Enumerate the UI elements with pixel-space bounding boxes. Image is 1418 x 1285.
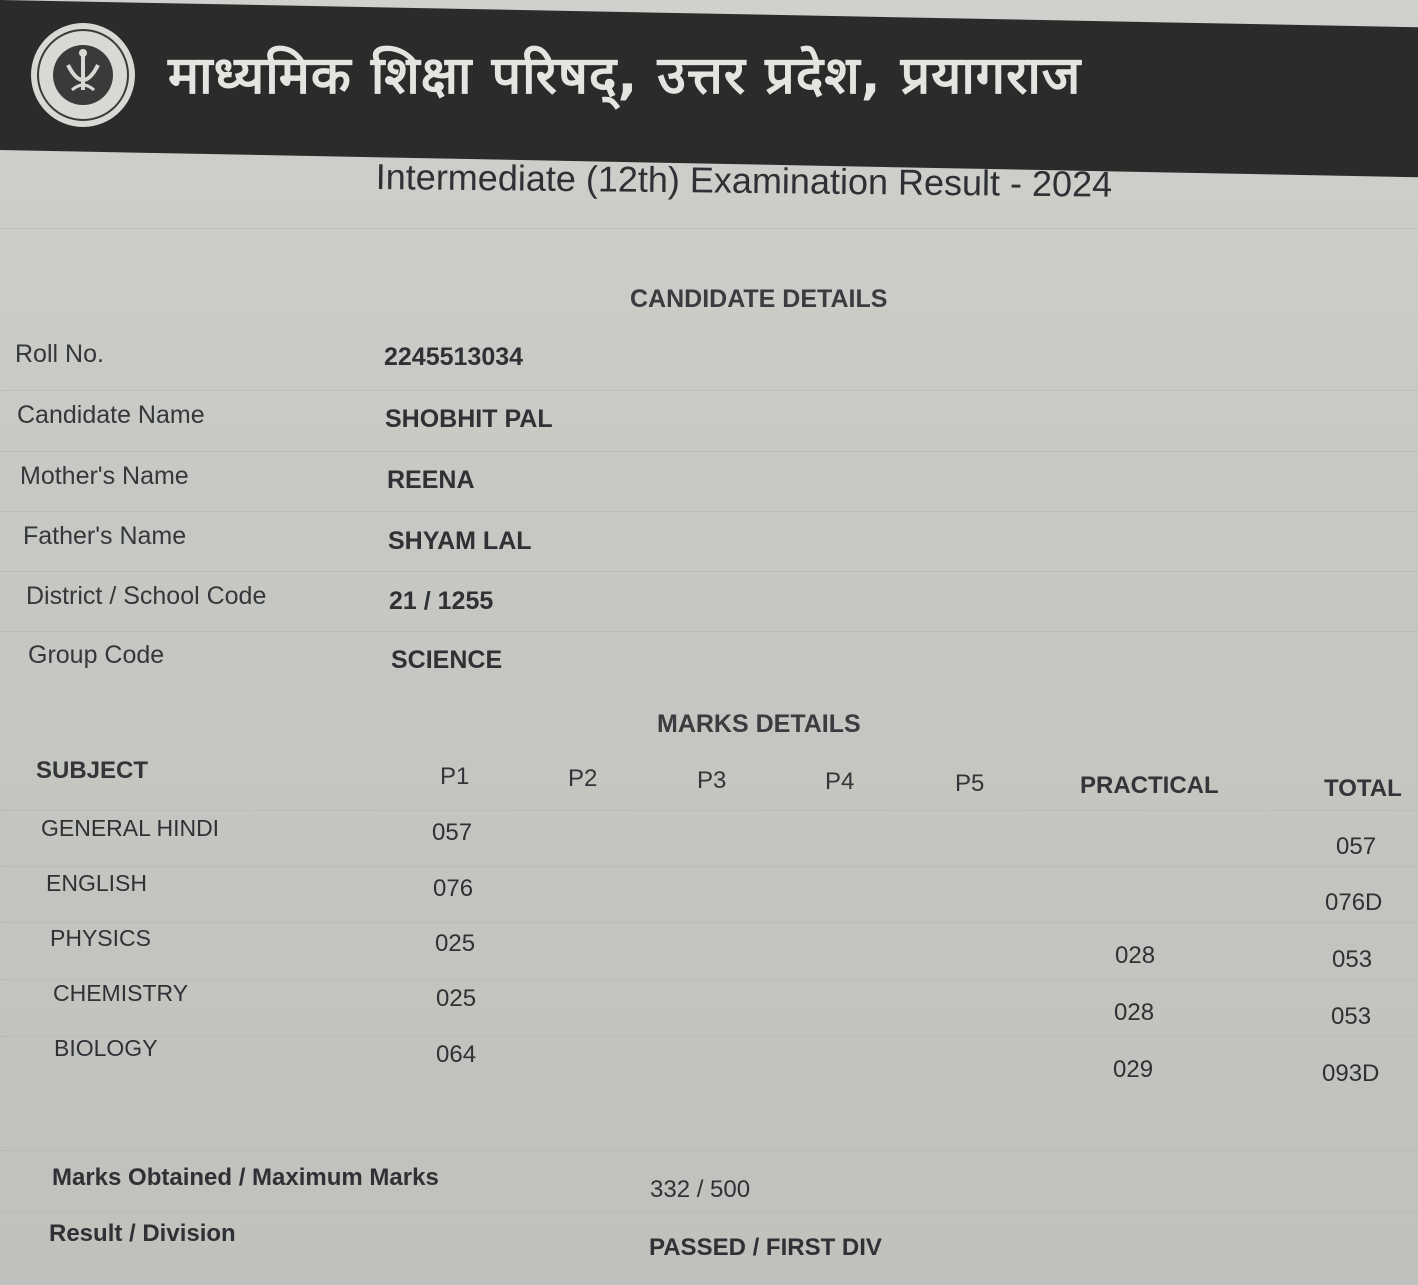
up-state-emblem-icon (28, 20, 138, 130)
group-code-label: Group Code (28, 641, 165, 669)
column-header-p2: P2 (568, 765, 598, 792)
district-school-code-value: 21 / 1255 (389, 587, 494, 615)
divider (0, 631, 1418, 632)
board-name: माध्यमिक शिक्षा परिषद्, उत्तर प्रदेश, प्रयागराज (168, 46, 1082, 106)
candidate-details-title: CANDIDATE DETAILS (630, 285, 888, 313)
candidate-name-value: SHOBHIT PAL (385, 405, 553, 433)
column-header-p1: P1 (440, 763, 470, 790)
subject-cell: PHYSICS (50, 925, 151, 951)
subject-cell: BIOLOGY (54, 1035, 158, 1061)
column-header-subject: SUBJECT (36, 757, 149, 784)
subject-cell: ENGLISH (46, 870, 147, 896)
divider (0, 511, 1418, 512)
header-content (0, 0, 1418, 150)
total-cell: 053 (1332, 946, 1373, 973)
divider (0, 979, 1418, 980)
mothers-name-label: Mother's Name (20, 462, 189, 490)
p1-cell: 057 (432, 819, 473, 846)
candidate-name-label: Candidate Name (17, 401, 205, 429)
result-division-label: Result / Division (49, 1220, 236, 1247)
total-cell: 076D (1325, 889, 1383, 916)
p1-cell: 025 (436, 985, 477, 1012)
p1-cell: 076 (433, 875, 474, 902)
roll-no-value: 2245513034 (384, 343, 524, 371)
fathers-name-label: Father's Name (23, 522, 187, 550)
divider (0, 866, 1418, 867)
fathers-name-value: SHYAM LAL (388, 527, 532, 555)
practical-cell: 028 (1114, 999, 1155, 1026)
divider (0, 1212, 1418, 1213)
subject-cell: CHEMISTRY (53, 980, 189, 1006)
marks-details-title: MARKS DETAILS (657, 710, 861, 738)
divider (0, 571, 1418, 572)
divider (0, 922, 1418, 923)
divider (0, 390, 1418, 391)
marks-obtained-value: 332 / 500 (650, 1176, 751, 1203)
district-school-code-label: District / School Code (26, 582, 267, 610)
subject-cell: GENERAL HINDI (41, 815, 220, 841)
column-header-p5: P5 (955, 770, 985, 797)
total-cell: 053 (1331, 1003, 1372, 1030)
group-code-value: SCIENCE (391, 646, 503, 674)
divider (0, 451, 1418, 452)
divider (0, 810, 1418, 811)
total-cell: 057 (1336, 833, 1377, 860)
total-cell: 093D (1322, 1060, 1380, 1087)
practical-cell: 028 (1115, 942, 1156, 969)
marks-obtained-label: Marks Obtained / Maximum Marks (52, 1164, 439, 1191)
p1-cell: 025 (435, 930, 476, 957)
column-header-total: TOTAL (1324, 775, 1402, 802)
column-header-p4: P4 (825, 768, 855, 795)
divider (0, 1150, 1418, 1151)
mothers-name-value: REENA (387, 466, 475, 494)
roll-no-label: Roll No. (15, 340, 104, 368)
divider (0, 228, 1418, 229)
result-division-value: PASSED / FIRST DIV (649, 1234, 882, 1261)
p1-cell: 064 (436, 1041, 477, 1068)
column-header-practical: PRACTICAL (1080, 772, 1219, 799)
column-header-p3: P3 (697, 767, 727, 794)
divider (0, 1036, 1418, 1037)
practical-cell: 029 (1113, 1056, 1154, 1083)
exam-title: Intermediate (12th) Examination Result - 2024 (375, 156, 1113, 205)
